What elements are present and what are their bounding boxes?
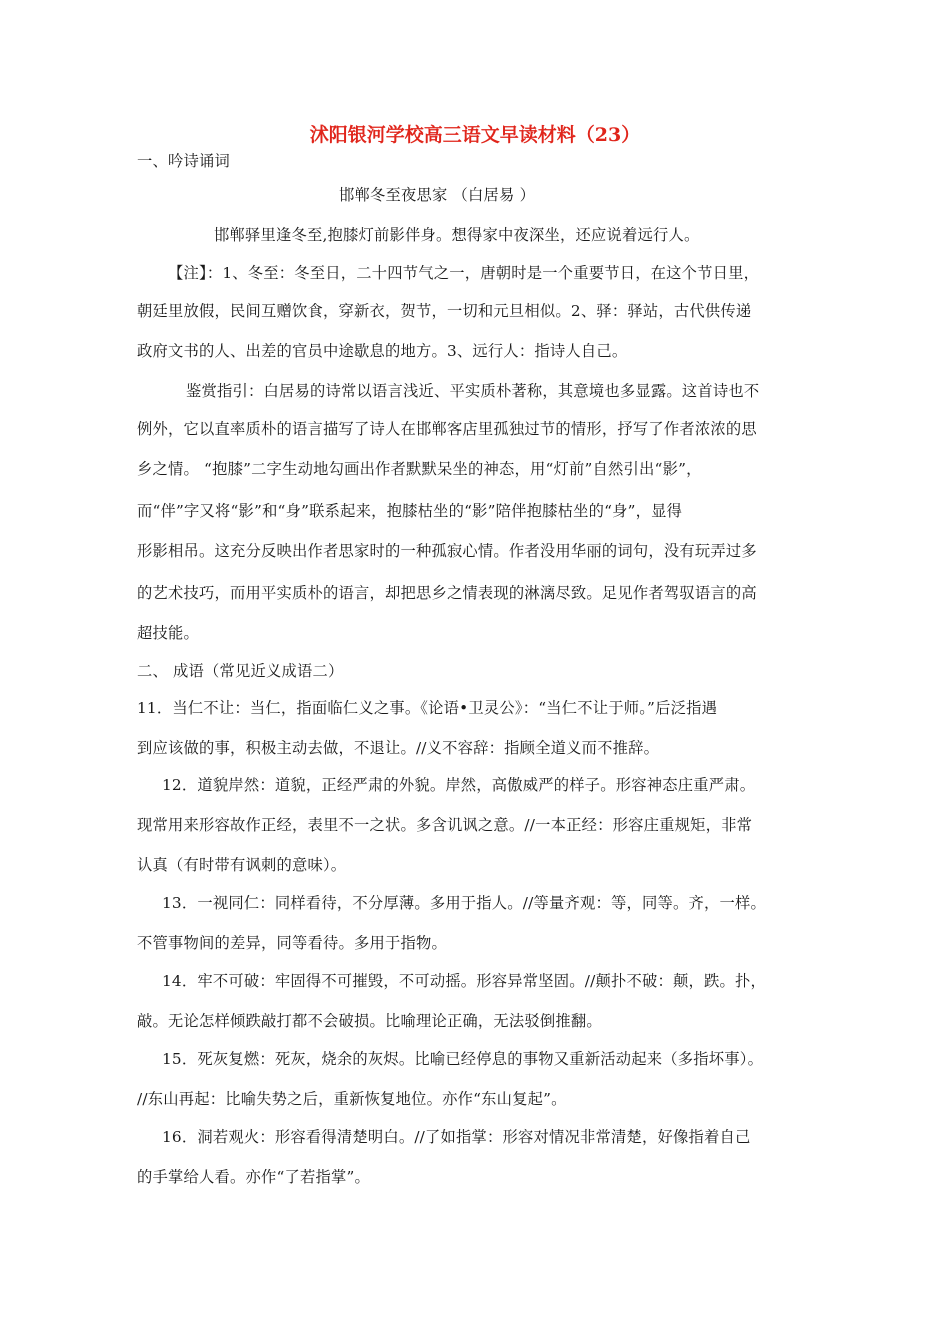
idiom-line: 12．道貌岸然：道貌，正经严肃的外貌。岸然，高傲威严的样子。形容神态庄重严肃。 — [162, 776, 756, 794]
idiom-line: 到应该做的事，积极主动去做，不退让。//义不容辞：指顾全道义而不推辞。 — [137, 739, 660, 757]
idiom-line: 敲。无论怎样倾跌敲打都不会破损。比喻理论正确，无法驳倒推翻。 — [137, 1012, 602, 1030]
idiom-line: 的手掌给人看。亦作“了若指掌”。 — [137, 1168, 370, 1186]
idiom-line: 15．死灰复燃：死灰，烧余的灰烬。比喻已经停息的事物又重新活动起来（多指坏事）。 — [162, 1050, 764, 1068]
idiom-line: 14．牢不可破：牢固得不可摧毁，不可动摇。形容异常坚固。//颠扑不破：颠，跌。扑， — [162, 972, 766, 990]
idiom-line: 11．当仁不让：当仁，指面临仁义之事。《论语•卫灵公》：“当仁不让于师。”后泛指遇 — [137, 699, 718, 717]
appreciation-line: 乡之情。 “抱膝”二字生动地勾画出作者默默呆坐的神态，用“灯前”自然引出“影”， — [137, 460, 702, 478]
idiom-line: 16．洞若观火：形容看得清楚明白。//了如指掌：形容对情况非常清楚，好像指着自己 — [162, 1128, 751, 1146]
idiom-line: 13．一视同仁：同样看待，不分厚薄。多用于指人。//等量齐观：等，同等。齐，一样。 — [162, 894, 766, 912]
idiom-line: //东山再起：比喻失势之后，重新恢复地位。亦作“东山复起”。 — [137, 1090, 567, 1108]
section-heading-poetry: 一、吟诗诵词 — [137, 152, 230, 170]
note-line: 政府文书的人、出差的官员中途歇息的地方。3、远行人：指诗人自己。 — [137, 342, 628, 360]
appreciation-line: 例外，它以直率质朴的语言描写了诗人在邯郸客店里孤独过节的情形，抒写了作者浓浓的思 — [137, 420, 757, 438]
idiom-line: 认真（有时带有讽刺的意味）。 — [137, 856, 347, 874]
note-line: 【注】：1、冬至：冬至日，二十四节气之一，唐朝时是一个重要节日，在这个节日里， — [168, 264, 760, 282]
appreciation-line: 的艺术技巧，而用平实质朴的语言，却把思乡之情表现的淋漓尽致。足见作者驾驭语言的高 — [137, 584, 757, 602]
appreciation-line: 鉴赏指引：白居易的诗常以语言浅近、平实质朴著称，其意境也多显露。这首诗也不 — [186, 382, 760, 400]
appreciation-line: 形影相吊。这充分反映出作者思家时的一种孤寂心情。作者没用华丽的词句，没有玩弄过多 — [137, 542, 757, 560]
appreciation-line: 超技能。 — [137, 624, 199, 642]
poem-title: 邯郸冬至夜思家 （白居易 ） — [339, 186, 536, 204]
document-title: 沭阳银河学校高三语文早读材料（23） — [309, 124, 641, 146]
appreciation-line: 而“伴”字又将“影”和“身”联系起来，抱膝枯坐的“影”陪伴抱膝枯坐的“身”，显得 — [137, 502, 683, 520]
section-heading-idioms: 二、 成语（常见近义成语二） — [137, 662, 344, 680]
idiom-line: 不管事物间的差异，同等看待。多用于指物。 — [137, 934, 447, 952]
poem-body: 邯郸驿里逢冬至,抱膝灯前影伴身。想得家中夜深坐，还应说着远行人。 — [214, 226, 700, 244]
idiom-line: 现常用来形容故作正经，表里不一之状。多含讥讽之意。//一本正经：形容庄重规矩，非常 — [137, 816, 753, 834]
note-line: 朝廷里放假，民间互赠饮食，穿新衣，贺节，一切和元旦相似。2、驿：驿站，古代供传递 — [137, 302, 752, 320]
